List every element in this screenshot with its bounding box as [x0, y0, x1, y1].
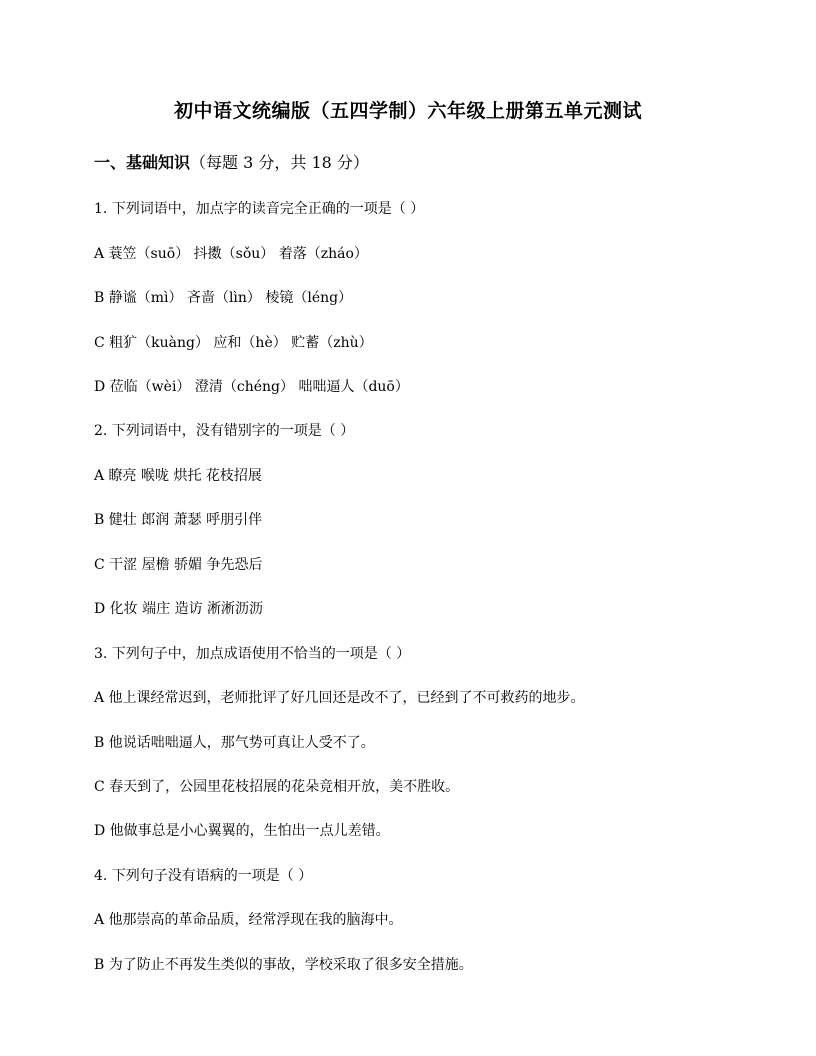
question-3-option-c: C 春天到了，公园里花枝招展的花朵竞相开放，美不胜收。 — [94, 779, 460, 795]
document-title: 初中语文统编版（五四学制）六年级上册第五单元测试 — [173, 100, 642, 122]
question-3-option-a: A 他上课经常迟到，老师批评了好几回还是改不了，已经到了不可救药的地步。 — [94, 690, 585, 706]
question-2: 2. 下列词语中，没有错别字的一项是（ ） — [94, 423, 355, 439]
question-2-option-b: B 健壮 郎润 萧瑟 呼朋引伴 — [94, 512, 263, 528]
question-3-option-d: D 他做事总是小心翼翼的，生怕出一点儿差错。 — [94, 823, 390, 839]
question-3-option-b: B 他说话咄咄逼人，那气势可真让人受不了。 — [94, 735, 375, 751]
question-3: 3. 下列句子中，加点成语使用不恰当的一项是（ ） — [94, 646, 411, 662]
section-heading-note: （每题 3 分，共 18 分） — [190, 153, 369, 172]
section-heading-label: 一、基础知识 — [94, 153, 191, 172]
question-1-option-d: D 莅临（wèi） 澄清（chéng） 咄咄逼人（duō） — [94, 379, 409, 395]
question-2-option-d: D 化妆 端庄 造访 淅淅沥沥 — [94, 601, 264, 617]
question-4-option-b: B 为了防止不再发生类似的事故，学校采取了很多安全措施。 — [94, 957, 473, 973]
question-2-option-c: C 干涩 屋檐 骄媚 争先恐后 — [94, 557, 263, 573]
question-4-option-a: A 他那崇高的革命品质，经常浮现在我的脑海中。 — [94, 912, 403, 928]
question-2-option-a: A 瞭亮 喉咙 烘托 花枝招展 — [94, 468, 262, 484]
section-heading — [94, 150, 369, 173]
question-1-option-b: B 静谧（mì） 吝啬（lìn） 棱镜（léng） — [94, 290, 353, 306]
question-1-option-a: A 蓑笠（suō） 抖擞（sǒu） 着落（zháo） — [94, 246, 368, 262]
question-4: 4. 下列句子没有语病的一项是（ ） — [94, 868, 313, 884]
question-1-option-c: C 粗犷（kuàng） 应和（hè） 贮蓄（zhù） — [94, 335, 373, 351]
question-1: 1. 下列词语中，加点字的读音完全正确的一项是（ ） — [94, 201, 425, 217]
